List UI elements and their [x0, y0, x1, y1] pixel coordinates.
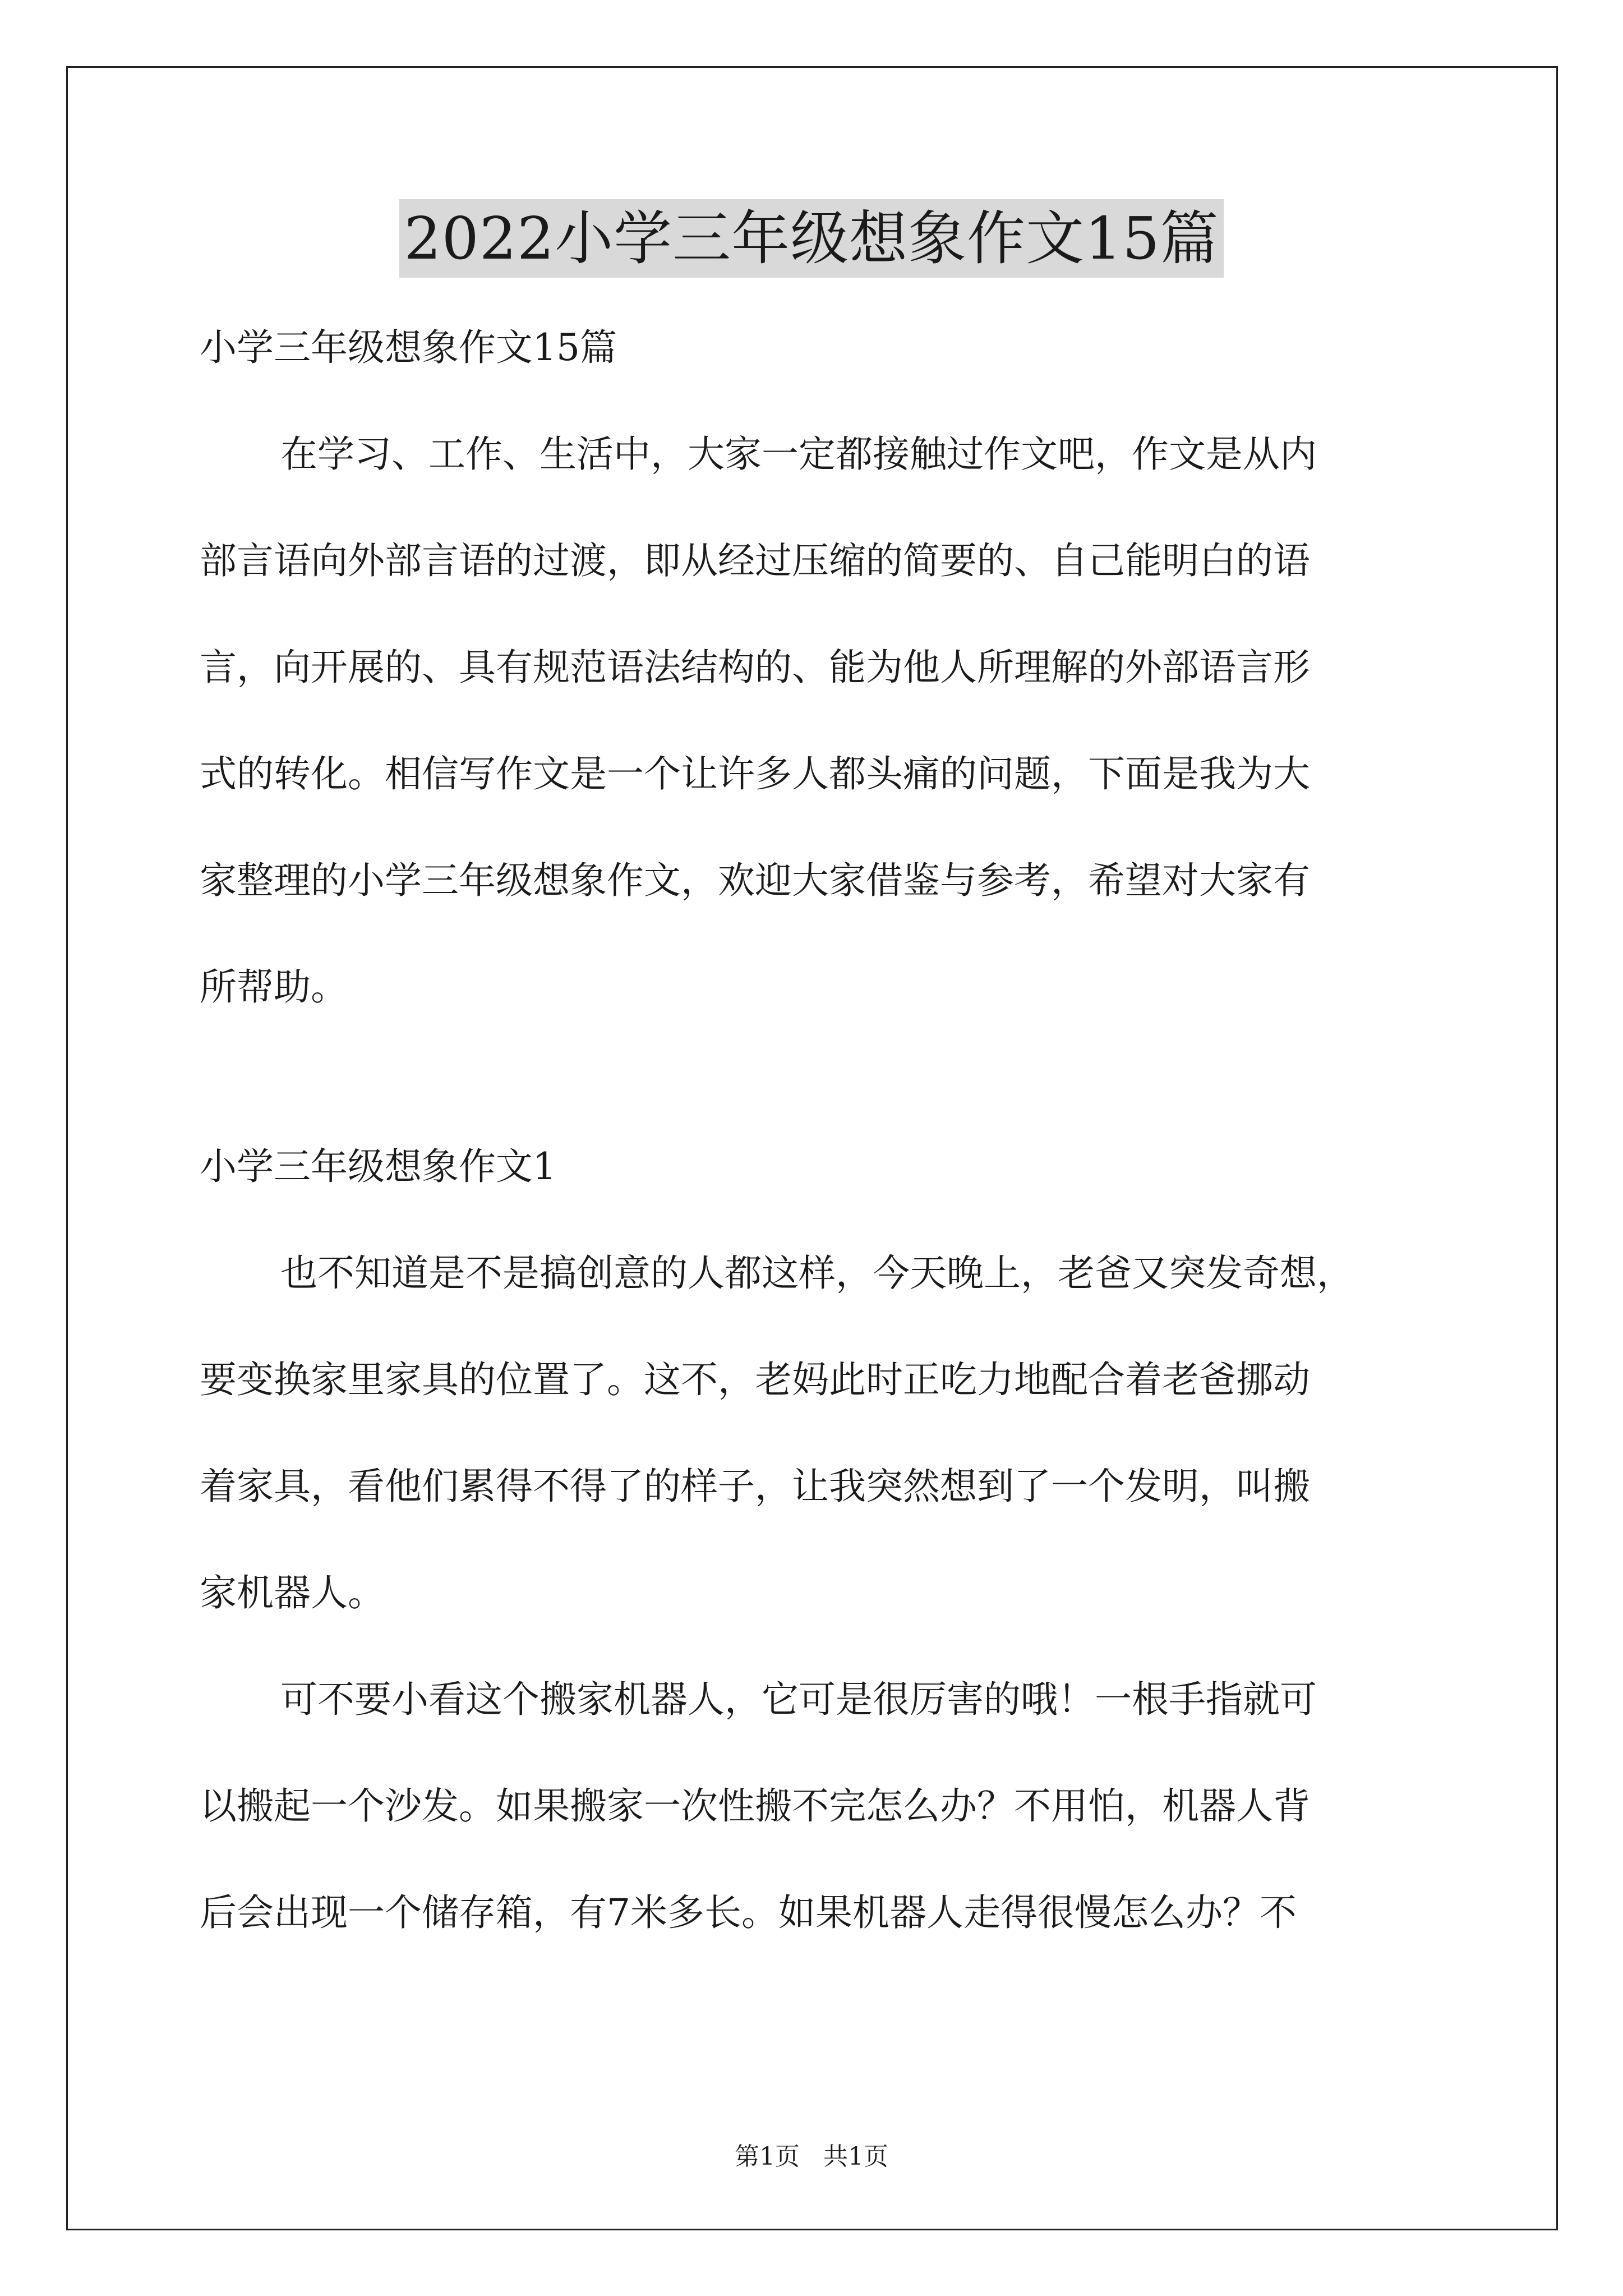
paragraph-line: 家整理的小学三年级想象作文，欢迎大家借鉴与参考，希望对大家有: [200, 859, 1310, 902]
paragraph-line: 家机器人。: [200, 1571, 385, 1614]
document-body: [200, 323, 1433, 1938]
paragraph-line: 着家具，看他们累得不得了的样子，让我突然想到了一个发明，叫搬: [200, 1465, 1310, 1508]
paragraph-line: 式的转化。相信写作文是一个让许多人都头痛的问题，下面是我为大: [200, 752, 1310, 795]
paragraph-line: 部言语向外部言语的过渡，即从经过压缩的简要的、自己能明白的语: [200, 539, 1310, 582]
section1-paragraph-1: [200, 1248, 1433, 1618]
paragraph-line: 后会出现一个储存箱，有7米多长。如果机器人走得很慢怎么办？不: [200, 1891, 1297, 1934]
document-title: 2022小学三年级想象作文15篇: [399, 199, 1223, 278]
paragraph-line: 可不要小看这个搬家机器人，它可是很厉害的哦！一根手指就可: [280, 1678, 1317, 1721]
paragraph-line: 要变换家里家具的位置了。这不，老妈此时正吃力地配合着老爸挪动: [200, 1358, 1310, 1401]
title-container: [0, 199, 1623, 278]
section-heading: 小学三年级想象作文1: [200, 1145, 556, 1188]
paragraph-line: 言，向开展的、具有规范语法结构的、能为他人所理解的外部语言形: [200, 646, 1310, 689]
page-footer: 第1页 共1页: [735, 2142, 888, 2171]
document-subtitle: 小学三年级想象作文15篇: [200, 326, 617, 369]
paragraph-line: 也不知道是不是搞创意的人都这样，今天晚上，老爸又突发奇想，: [280, 1251, 1354, 1295]
paragraph-line: 所帮助。: [200, 965, 348, 1009]
paragraph-line: 以搬起一个沙发。如果搬家一次性搬不完怎么办？不用怕，机器人背: [200, 1784, 1310, 1828]
section-spacer: [200, 1013, 1433, 1142]
section1-paragraph-2: [200, 1674, 1433, 1938]
paragraph-line: 在学习、工作、生活中，大家一定都接触过作文吧，作文是从内: [280, 432, 1317, 476]
intro-paragraph: [200, 429, 1433, 1013]
